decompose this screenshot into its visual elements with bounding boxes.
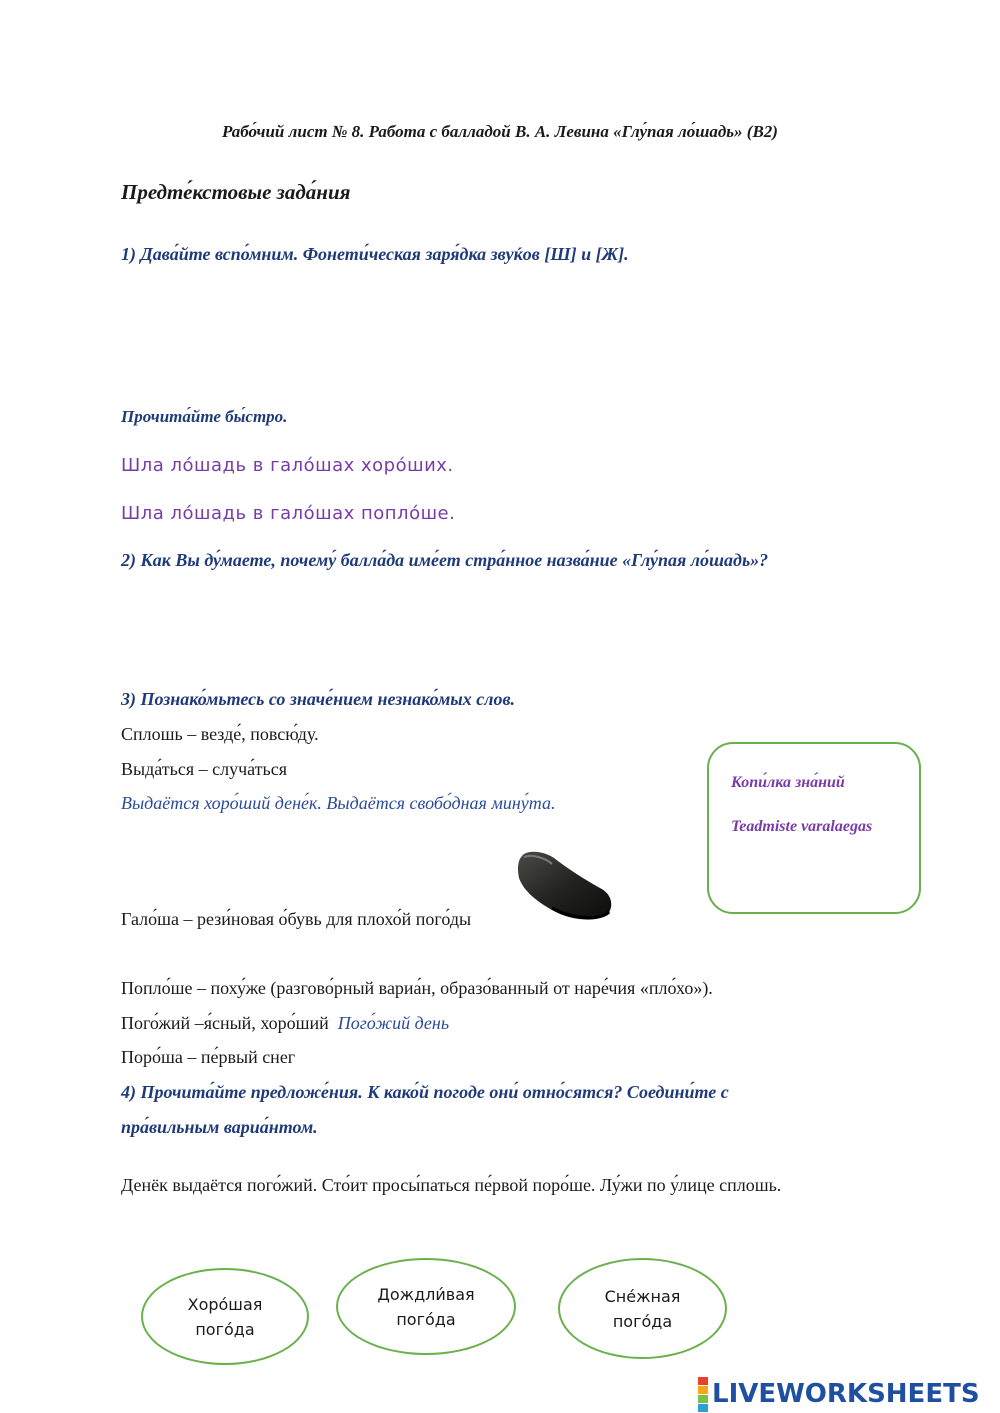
definition-vydatsya: Выда́ться – случа́ться [121,759,288,779]
tip-box-title: Копи́лка зна́ний [731,774,845,791]
example-vydatsya: Выдаётся хоро́ший дене́к. Выдаётся свобо́дная мину́та. [121,793,556,813]
definition-poploshe: Попло́ше – поху́же (разгово́рный вариа́н, образо́ванный от наре́чия «пло́хо»). [121,978,713,998]
definition-galosha: Гало́ша – рези́новая о́бувь для плохо́й пого́ды [121,909,472,929]
task4-heading-line-2: пра́вильным вариа́нтом. [121,1117,318,1137]
galosha-shoe-image [512,848,616,924]
liveworksheets-logo-icon [698,1377,708,1412]
task1-heading: 1) Дава́йте вспо́мним. Фонети́ческая заря́дка звуќов [Ш] и [Ж]. [121,244,629,264]
tongue-twister-line-1: Шла ло́шадь в гало́шах хоро́ших. [121,455,454,476]
task4-sentences: Денёк выдаётся пого́жий. Сто́ит просы́паться пе́рвой поро́ше. Лу́жи по у́лице сплошь. [121,1175,782,1195]
definition-pogozhiy-text: Пого́жий –я́сный, хоро́ший [121,1013,329,1033]
definition-porosha: Поро́ша – пе́рвый снег [121,1047,296,1067]
option-rainy-weather[interactable] [336,1258,516,1355]
example-pogozhiy: Пого́жий день [337,1013,450,1033]
option-good-weather-label: Хоро́шая пого́да [187,1294,263,1339]
option-rainy-weather-label: Дождли́вая пого́да [377,1284,475,1329]
definition-pogozhiy [121,1013,449,1034]
knowledge-tip-box [707,742,921,914]
option-snowy-weather-label: Сне́жная пого́да [604,1286,681,1331]
option-good-weather[interactable] [141,1268,309,1365]
worksheet-title: Рабо́чий лист № 8. Работа с балладой В. А. Левина «Глу́пая ло́шадь» (В2) [222,122,778,141]
tip-box-subtitle: Teadmiste varalaegas [731,818,873,835]
definition-splosh: Сплошь – везде́, повсю́ду. [121,724,319,744]
tongue-twister-line-2: Шла ло́шадь в гало́шах попло́ше. [121,503,456,524]
task3-heading: 3) Познако́мьтесь со значе́нием незнако́мых слов. [121,689,516,709]
section-title: Предте́кстовые зада́ния [121,180,351,204]
option-snowy-weather[interactable] [558,1258,727,1359]
liveworksheets-brand [698,1378,980,1410]
task2-heading: 2) Как Вы ду́маете, почему́ балла́да име́ет стра́нное назва́ние «Глу́пая ло́шадь»? [121,550,769,570]
task4-heading-line-1: 4) Прочита́йте предложе́ния. К како́й погоде они́ отно́сятся? Соедини́те с [121,1082,729,1102]
liveworksheets-brand-text: LIVEWORKSHEETS [712,1379,980,1409]
task1-instruction: Прочита́йте бы́стро. [121,407,288,426]
